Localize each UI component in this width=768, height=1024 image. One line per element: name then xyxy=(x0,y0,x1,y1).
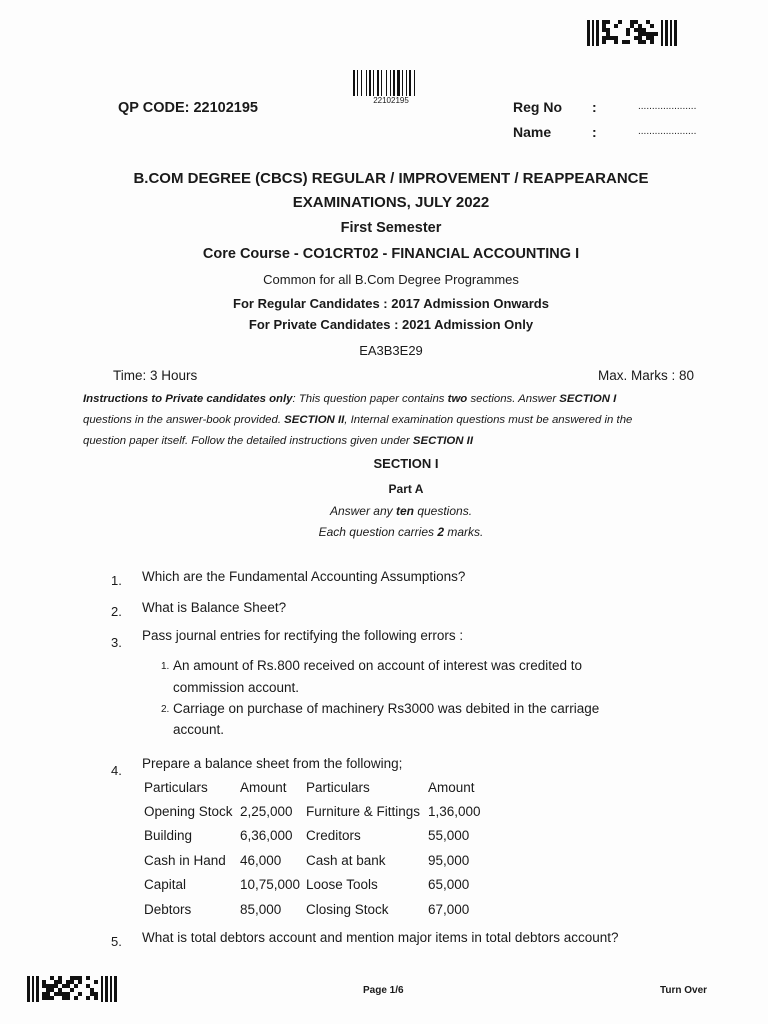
exam-title-line1: B.COM DEGREE (CBCS) REGULAR / IMPROVEMENT / REAPPEARANCE xyxy=(133,170,649,187)
table-cell: 10,75,000 xyxy=(240,877,301,893)
qr-pattern xyxy=(602,20,658,46)
table-row xyxy=(144,873,498,897)
barcode-bar xyxy=(357,70,358,96)
answer-instruction xyxy=(0,504,768,518)
instructions-section2-b: SECTION II xyxy=(412,435,474,447)
part-title: Part A xyxy=(388,482,424,496)
qr-module xyxy=(94,996,98,1000)
instructions-two: two xyxy=(447,393,468,405)
max-marks: Max. Marks : 80 xyxy=(598,368,695,383)
table-cell: 1,36,000 xyxy=(428,804,481,820)
question-4-text: Prepare a balance sheet from the following; xyxy=(142,756,403,771)
page-number: Page 1/6 xyxy=(363,985,404,996)
barcode-bar xyxy=(353,70,355,96)
common-programmes: Common for all B.Com Degree Programmes xyxy=(263,272,519,287)
table-cell: 2,25,000 xyxy=(240,804,293,820)
qr-pattern xyxy=(42,976,98,1002)
carries-pre: Each question carries xyxy=(318,525,438,539)
instructions-text-4: , Internal examination questions must be answered in the xyxy=(344,414,633,426)
turn-over: Turn Over xyxy=(660,985,708,996)
barcode-bar xyxy=(361,70,362,96)
table-cell: Loose Tools xyxy=(306,877,378,893)
top-qr-code xyxy=(587,20,677,46)
answer-pre: Answer any xyxy=(329,504,396,518)
reg-no-colon: : xyxy=(592,99,597,115)
table-cell: Closing Stock xyxy=(306,901,389,917)
name-field: ..................... xyxy=(638,126,697,137)
private-candidates: For Private Candidates : 2021 Admission Only xyxy=(248,317,534,332)
barcode-bar xyxy=(409,70,411,96)
question-1-number: 1. xyxy=(111,573,122,588)
table-cell: Debtors xyxy=(144,901,192,917)
exam-title-line2: EXAMINATIONS, JULY 2022 xyxy=(292,194,490,211)
barcode-bar xyxy=(390,70,391,96)
question-3-sub1-number: 1. xyxy=(161,661,170,672)
instructions-text-5: question paper itself. Follow the detailed instructions given under xyxy=(83,435,413,447)
course: Core Course - CO1CRT02 - FINANCIAL ACCOUNTING I xyxy=(202,246,580,262)
table-cell: 95,000 xyxy=(428,852,470,868)
table-row xyxy=(144,897,498,921)
table-cell: Amount xyxy=(240,779,287,795)
instructions-text-1: : This question paper contains xyxy=(292,393,448,405)
name-colon: : xyxy=(592,124,597,140)
barcode-bar xyxy=(386,70,387,96)
table-cell: Particulars xyxy=(306,779,370,795)
barcode-number: 22102195 xyxy=(373,96,409,105)
question-1-text: Which are the Fundamental Accounting Assumptions? xyxy=(142,569,466,584)
table-cell: 46,000 xyxy=(240,852,282,868)
barcode-bars xyxy=(353,70,429,96)
qr-bars-right xyxy=(661,20,677,46)
qp-code: QP CODE: 22102195 xyxy=(118,100,258,116)
question-2-text: What is Balance Sheet? xyxy=(142,600,287,615)
table-cell: Particulars xyxy=(144,779,208,795)
table-cell: 85,000 xyxy=(240,901,282,917)
barcode-bar xyxy=(414,70,415,96)
time-allowed: Time: 3 Hours xyxy=(113,368,198,383)
barcode-bar xyxy=(373,70,374,96)
qr-bars-left xyxy=(587,20,599,46)
table-cell: Cash at bank xyxy=(306,852,386,868)
instructions-section2-a: SECTION II xyxy=(284,414,345,426)
table-header-row xyxy=(144,775,498,799)
barcode-bar xyxy=(402,70,403,96)
table-row xyxy=(144,824,498,848)
table-row xyxy=(144,848,498,872)
barcode xyxy=(353,70,429,96)
table-row xyxy=(144,799,498,823)
reg-no-label: Reg No xyxy=(513,99,562,115)
regular-candidates: For Regular Candidates : 2017 Admission Onwards xyxy=(233,296,549,311)
question-3-sub1-line2: commission account. xyxy=(173,680,300,695)
question-3-sub2-number: 2. xyxy=(161,704,170,715)
question-3-sub1-line1: An amount of Rs.800 received on account of interest was credited to xyxy=(173,658,582,673)
table-cell: Amount xyxy=(428,779,475,795)
question-4-number: 4. xyxy=(111,763,122,778)
carries-marks: 2 xyxy=(437,525,445,539)
instructions-text-2: sections. Answer xyxy=(467,393,560,405)
qr-bars-right xyxy=(101,976,117,1002)
barcode-bar xyxy=(397,70,400,96)
semester: First Semester xyxy=(340,220,442,236)
name-label: Name xyxy=(513,124,552,140)
qr-bars-left xyxy=(27,976,39,1002)
reg-no-field: ..................... xyxy=(638,101,697,112)
question-3-number: 3. xyxy=(111,635,122,650)
table-cell: 55,000 xyxy=(428,828,470,844)
paper-id: EA3B3E29 xyxy=(359,343,423,358)
question-3-text: Pass journal entries for rectifying the following errors : xyxy=(142,628,464,643)
answer-post: questions. xyxy=(413,504,473,518)
question-2-number: 2. xyxy=(111,604,122,619)
instructions-section1: SECTION I xyxy=(559,393,617,405)
question-3-sub2-line1: Carriage on purchase of machinery Rs3000 was debited in the carriage xyxy=(173,701,600,716)
carries-post: marks. xyxy=(444,525,484,539)
table-cell: Capital xyxy=(144,877,187,893)
barcode-bar xyxy=(369,70,371,96)
marks-instruction xyxy=(0,525,768,539)
qr-module xyxy=(654,40,658,44)
table-cell: 65,000 xyxy=(428,877,470,893)
barcode-bar xyxy=(366,70,367,96)
table-cell: Furniture & Fittings xyxy=(306,804,421,820)
question-5-text: What is total debtors account and mention major items in total debtors account? xyxy=(142,930,619,945)
table-cell: Opening Stock xyxy=(144,804,233,820)
section-title: SECTION I xyxy=(373,456,439,471)
instructions xyxy=(83,389,703,452)
answer-count: ten xyxy=(395,504,414,518)
table-cell: Cash in Hand xyxy=(144,852,226,868)
barcode-bar xyxy=(406,70,407,96)
table-cell: 67,000 xyxy=(428,901,470,917)
barcode-bar xyxy=(377,70,379,96)
balance-sheet-table xyxy=(144,775,498,921)
table-cell: Building xyxy=(144,828,193,844)
barcode-bar xyxy=(381,70,382,96)
instructions-lead: Instructions to Private candidates only xyxy=(83,393,293,405)
barcode-bar xyxy=(393,70,395,96)
question-5-number: 5. xyxy=(111,934,122,949)
table-cell: 6,36,000 xyxy=(240,828,293,844)
bottom-qr-code xyxy=(27,976,117,1002)
question-3-sub2-line2: account. xyxy=(173,722,225,737)
instructions-text-3: questions in the answer-book provided. xyxy=(83,414,285,426)
table-cell: Creditors xyxy=(306,828,361,844)
